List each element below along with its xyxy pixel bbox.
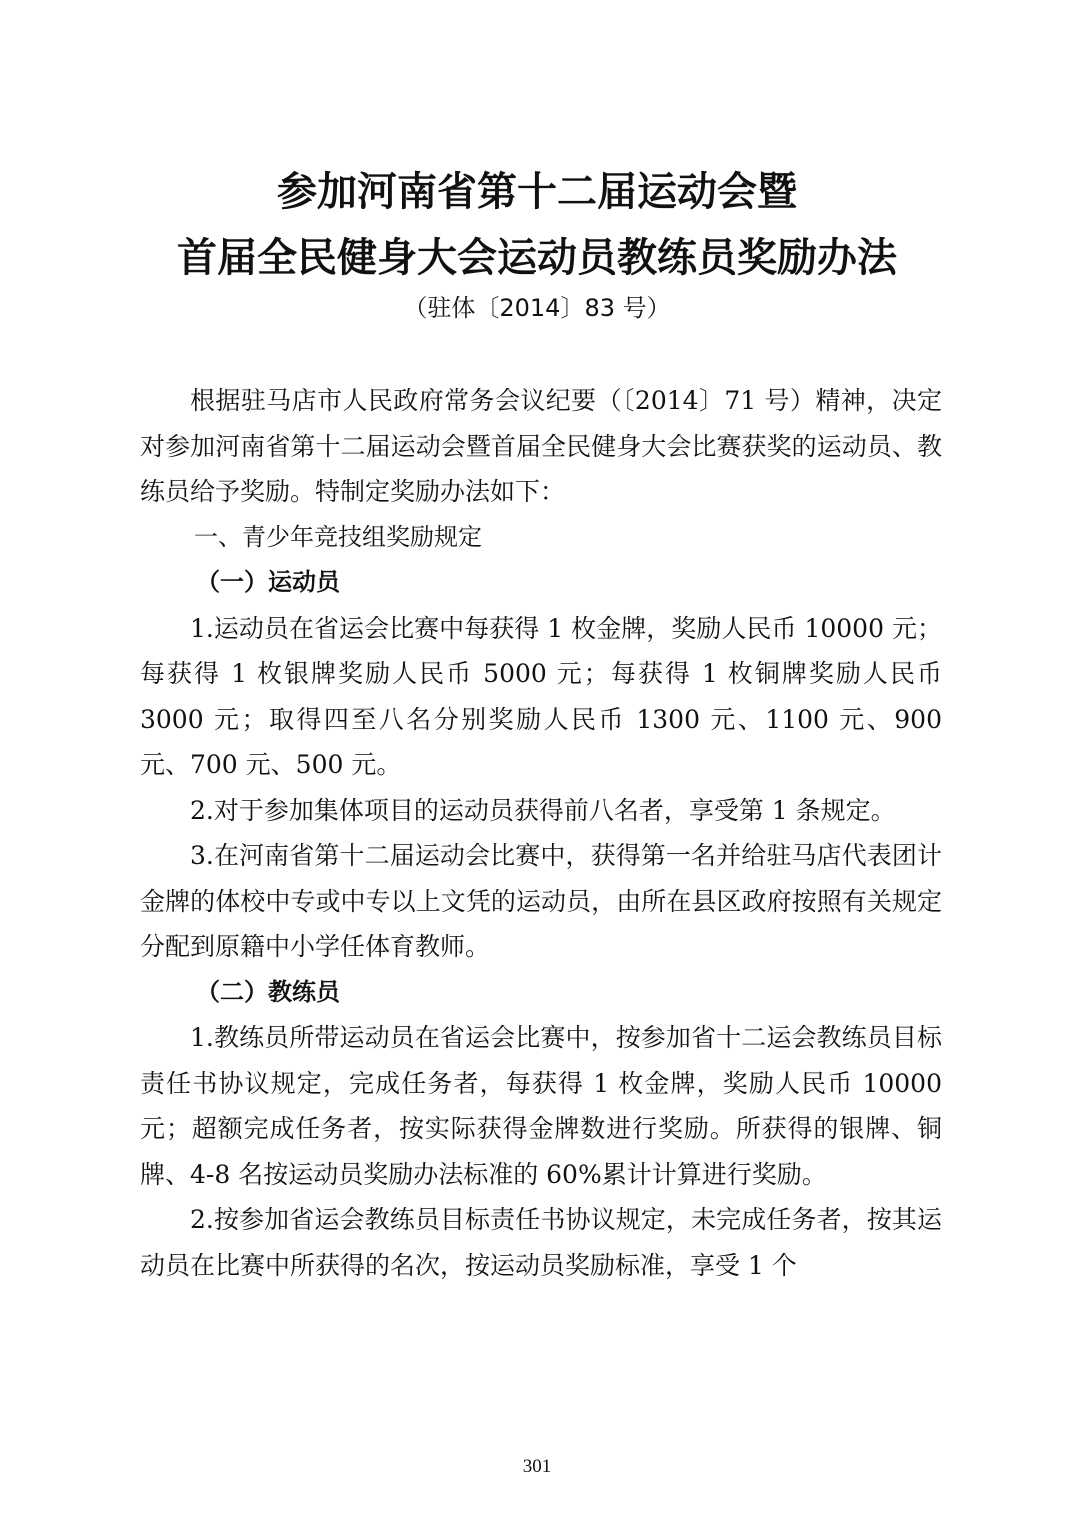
intro-paragraph: 根据驻马店市人民政府常务会议纪要（〔2014〕71 号）精神，决定对参加河南省第十二届运动会暨首届全民健身大会比赛获奖的运动员、教练员给予奖励。特制定奖励办法如下：: [140, 386, 942, 506]
document-title-line-1: 参加河南省第十二届运动会暨: [277, 168, 797, 215]
section-heading-1: 一、青少年竞技组奖励规定: [194, 522, 482, 551]
page-number: 301: [522, 1456, 552, 1477]
athlete-rule-3: 3.在河南省第十二届运动会比赛中，获得第一名并给驻马店代表团计金牌的体校中专或中专以上文凭的运动员，由所在县区政府按照有关规定分配到原籍中小学任体育教师。: [140, 841, 942, 961]
athlete-rule-1: 1.运动员在省运会比赛中每获得 1 枚金牌，奖励人民币 10000 元；每获得 1 枚银牌奖励人民币 5000 元；每获得 1 枚铜牌奖励人民币 3000 元；取得四至八名分别奖励人民币 1300 元、1100 元、900 元、700 元、500 元。: [140, 613, 942, 779]
document-number: （驻体〔2014〕83 号）: [403, 294, 671, 322]
document-title-line-2: 首届全民健身大会运动员教练员奖励办法: [177, 234, 897, 281]
document-body: [140, 378, 942, 1288]
athlete-rule-2: 2.对于参加集体项目的运动员获得前八名者，享受第 1 条规定。: [190, 795, 896, 825]
subsection-heading-coaches: （二）教练员: [196, 977, 340, 1006]
coach-rule-1: 1.教练员所带运动员在省运会比赛中，按参加省十二运会教练员目标责任书协议规定，完成任务者，每获得 1 枚金牌，奖励人民币 10000 元；超额完成任务者，按实际获得金牌数进行奖励。所获得的银牌、铜牌、4-8 名按运动员奖励办法标准的 60%累计计算进行奖励。: [140, 1023, 942, 1189]
subsection-heading-athletes: （一）运动员: [196, 568, 340, 596]
coach-rule-2: 2.按参加省运会教练员目标责任书协议规定，未完成任务者，按其运动员在比赛中所获得的名次，按运动员奖励标准，享受 1 个: [140, 1205, 942, 1280]
